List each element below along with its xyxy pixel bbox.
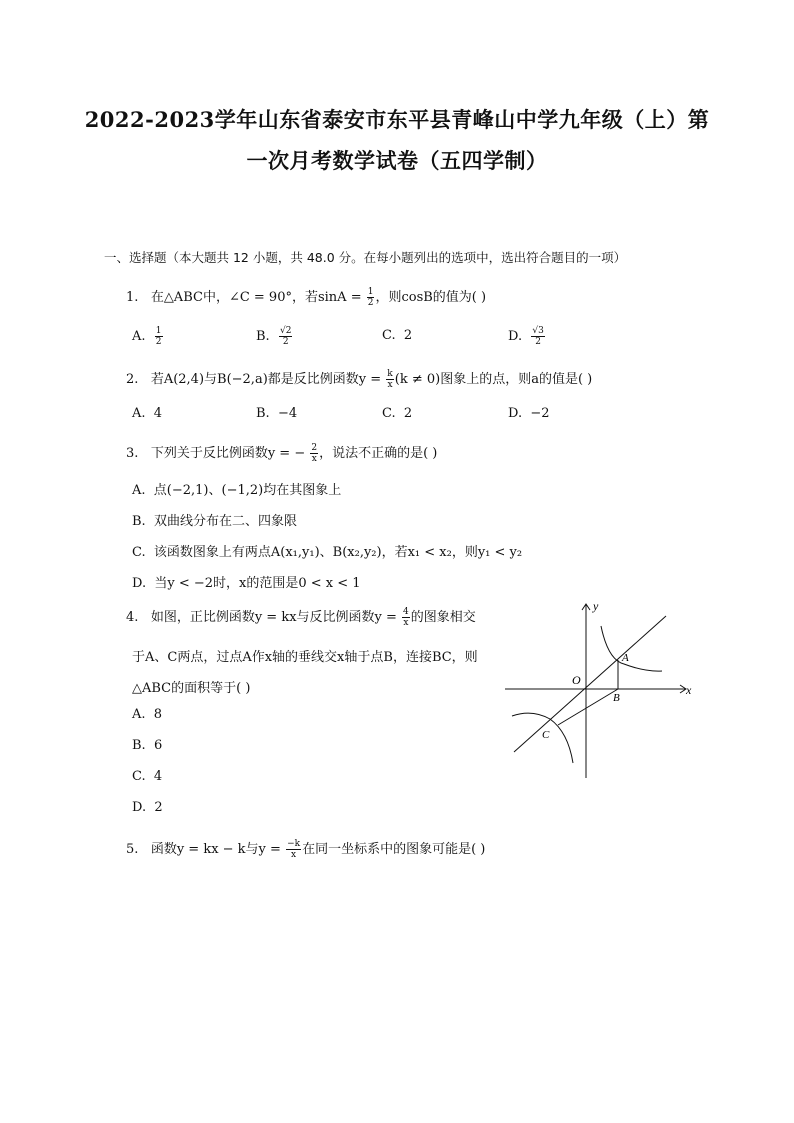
question-5 — [126, 838, 485, 860]
question-text: ，则cosB的值为( ) — [375, 290, 487, 305]
question-text: ，说法不正确的是( ) — [319, 446, 438, 461]
option-a: A. 8 — [132, 707, 163, 722]
section-heading: 一、选择题（本大题共 12 小题，共 48.0 分。在每小题列出的选项中，选出符合题目的一项） — [104, 250, 627, 265]
proportional-line — [514, 616, 666, 752]
option-c: C. 该函数图象上有两点A(x₁,y₁)、B(x₂,y₂)，若x₁ < x₂，则y₁ < y₂ — [132, 545, 523, 560]
question-4-line-3: △ABC的面积等于( ) — [132, 681, 251, 696]
question-text: 若A(2,4)与B(−2,a)都是反比例函数y = — [150, 372, 382, 387]
option-a: A. $\frac{1}{2}$ — [132, 326, 162, 347]
fraction: $\frac{-k}{x}$ — [287, 839, 301, 860]
option-c: C. 4 — [132, 769, 163, 784]
option-b: B. 6 — [132, 738, 163, 753]
option-b: B. 双曲线分布在二、四象限 — [132, 514, 297, 529]
option-d: D. $\frac{√3}{2}$ — [508, 326, 544, 347]
fraction: $\frac{1}{2}$ — [367, 287, 374, 308]
option-d: D. 2 — [132, 800, 163, 815]
exam-title-line-2: 一次月考数学试卷（五四学制） — [246, 148, 548, 173]
label-x: x — [686, 683, 692, 697]
question-text: 的图象相交 — [410, 610, 476, 625]
question-text: 如图，正比例函数y = kx与反比例函数y = — [150, 610, 397, 625]
hyperbola-branch-1 — [601, 626, 662, 671]
option-c: C. 2 — [382, 328, 413, 343]
question-number: 5. — [126, 842, 139, 857]
question-number: 2. — [126, 372, 139, 387]
option-b: B. $\frac{√2}{2}$ — [256, 326, 292, 347]
label-y: y — [593, 599, 599, 613]
question-4 — [126, 606, 476, 628]
question-3 — [126, 442, 437, 464]
question-text: 函数y = kx − k与y = — [150, 842, 281, 857]
question-text: (k ≠ 0)图象上的点，则a的值是( ) — [394, 372, 593, 387]
option-d: D. −2 — [508, 406, 550, 421]
option-a: A. 4 — [132, 406, 163, 421]
label-b: B — [613, 692, 620, 704]
question-4-graph — [500, 598, 700, 783]
question-1 — [126, 286, 486, 308]
exam-title-line-1: 2022-2023学年山东省泰安市东平县青峰山中学九年级（上）第 — [84, 107, 710, 132]
label-a: A — [622, 652, 629, 664]
question-text: 在△ABC中，∠C = 90°，若sinA = — [150, 290, 362, 305]
option-d: D. 当y < −2时，x的范围是0 < x < 1 — [132, 576, 361, 591]
question-number: 4. — [126, 610, 139, 625]
segment-bc — [558, 689, 618, 725]
label-o: O — [572, 673, 581, 687]
question-text: 下列关于反比例函数y = − — [150, 446, 306, 461]
fraction: $\frac{k}{x}$ — [387, 369, 393, 390]
option-c: C. 2 — [382, 406, 413, 421]
option-b: B. −4 — [256, 406, 298, 421]
question-number: 3. — [126, 446, 139, 461]
label-c: C — [542, 729, 550, 741]
question-2 — [126, 368, 592, 390]
question-number: 1. — [126, 290, 139, 305]
fraction: $\frac{4}{x}$ — [403, 607, 409, 628]
option-a: A. 点(−2,1)、(−1,2)均在其图象上 — [132, 483, 342, 498]
question-text: 在同一坐标系中的图象可能是( ) — [302, 842, 486, 857]
question-4-line-2: 于A、C两点，过点A作x轴的垂线交x轴于点B，连接BC，则 — [132, 650, 478, 665]
fraction: $\frac{2}{x}$ — [311, 443, 318, 464]
